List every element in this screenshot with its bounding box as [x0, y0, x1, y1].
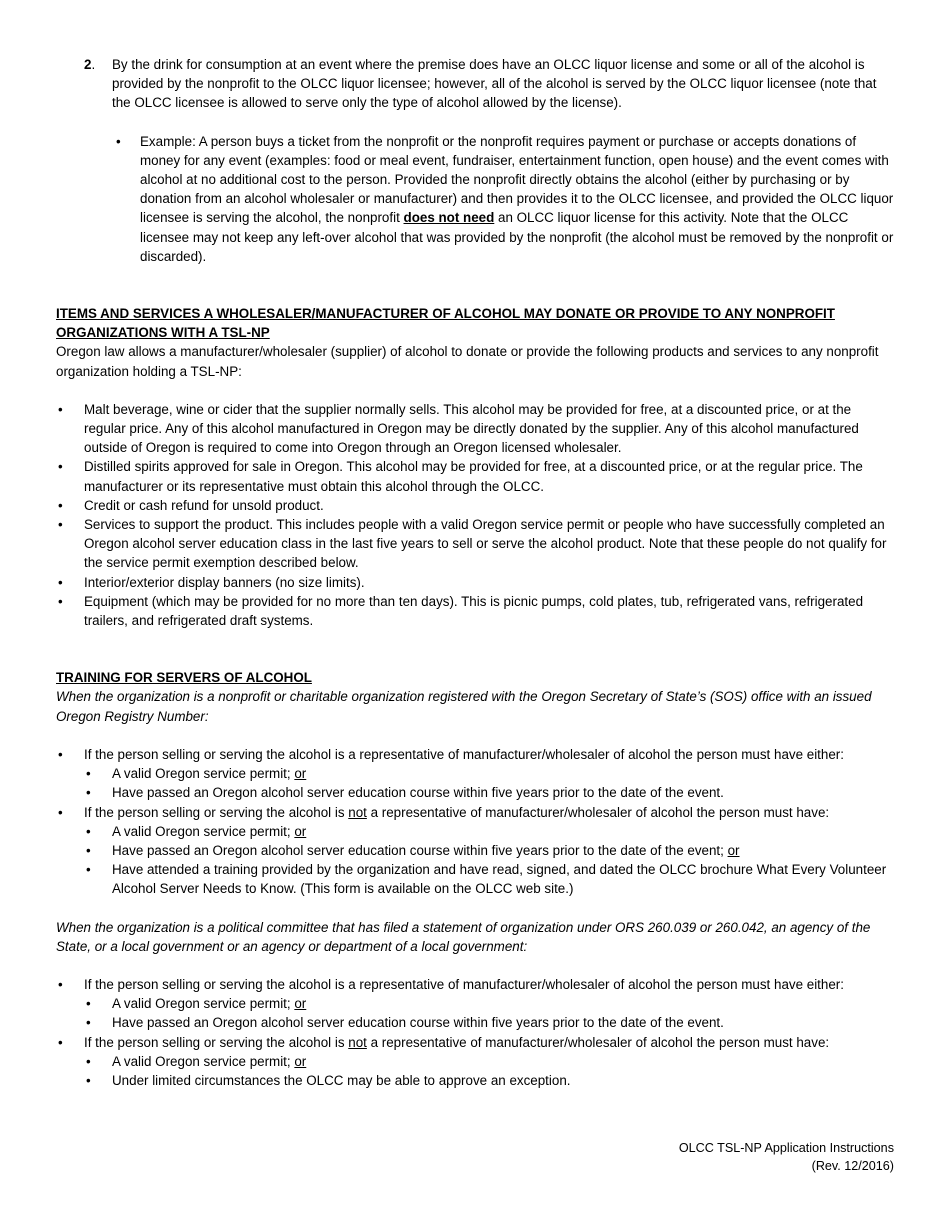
bullet-icon: •	[58, 746, 63, 762]
bullet-icon: •	[86, 1072, 91, 1088]
example-text: Example: A person buys a ticket from the nonprofit or the nonprofit requires payment or purchase or accepts donations of money for any event (examples: food or meal event, fundraiser, entertainment function, open house) and the event comes with alcohol at no additional cost to the person. Provided the nonprofit directly obtains the alcohol (either by purchasing or by donation from an alcohol wholesaler or manufacturer) and then provides it to the OLCC licensee, and provided the OLCC liquor licensee is serving the alcohol, the nonprofit does not need an OLCC liquor license for this activity. Note that the OLCC licensee may not keep any left-over alcohol that was provided by the nonprofit (the alcohol must be removed by the nonprofit or discarded).	[140, 133, 894, 264]
bullet-icon: •	[58, 517, 63, 533]
bullet-icon: •	[86, 785, 91, 801]
section-intro-items: Oregon law allows a manufacturer/wholesaler (supplier) of alcohol to donate or provide the following products and services to any nonprofit organization holding a TSL-NP:	[56, 344, 879, 379]
training-case2-list	[56, 975, 896, 1090]
bullet-icon: •	[86, 842, 91, 858]
sub-list-item: • Have passed an Oregon alcohol server education course within five years prior to the date of the event.	[84, 1013, 896, 1032]
training-case2-intro: When the organization is a political committee that has filed a statement of organization under ORS 260.039 or 260.042, an agency of the State, or a local government or an agency or department of a local government:	[56, 919, 871, 954]
bullet-icon: •	[116, 133, 121, 149]
numbered-item-2	[56, 55, 896, 113]
sub-list-item: • A valid Oregon service permit; or	[84, 994, 896, 1013]
page-content	[56, 55, 896, 1090]
bullet-icon: •	[86, 766, 91, 782]
list-item: • Distilled spirits approved for sale in Oregon. This alcohol may be provided for free, at a discounted price, or at the regular price. The manufacturer or its representative must obtain this alcohol through the OLCC.	[58, 459, 863, 494]
list-item: • If the person selling or serving the alcohol is not a representative of manufacturer/wholesaler of alcohol the person must have: • A valid Oregon service permit; or • Have passed an Oregon alcohol server education course within five years prior to the date of the event; or • Have attended a training provided by the organization and have read, signed, and dated the OLCC brochure What Every Volunteer Alcohol Server Needs to Know. (This form is available on the OLCC web site.)	[56, 803, 896, 899]
sub-list-item: • Have passed an Oregon alcohol server education course within five years prior to the date of the event.	[84, 783, 896, 802]
sub-list	[84, 1052, 896, 1090]
list-item: • If the person selling or serving the alcohol is a representative of manufacturer/wholesaler of alcohol the person must have either: • A valid Oregon service permit; or • Have passed an Oregon alcohol server education course within five years prior to the date of the event.	[56, 975, 896, 1033]
section-heading-items: ITEMS AND SERVICES A WHOLESALER/MANUFACTURER OF ALCOHOL MAY DONATE OR PROVIDE TO ANY NONPROFIT ORGANIZATIONS WITH A TSL-NP	[56, 306, 835, 341]
bullet-icon: •	[58, 804, 63, 820]
section-heading-training: TRAINING FOR SERVERS OF ALCOHOL	[56, 670, 312, 686]
bullet-icon: •	[58, 1034, 63, 1050]
bullet-icon: •	[58, 401, 63, 417]
items-list	[56, 400, 896, 630]
bullet-icon: •	[58, 593, 63, 609]
bullet-icon: •	[86, 1053, 91, 1069]
emphasis-does-not-need: does not need	[403, 210, 495, 226]
list-item: • Services to support the product. This includes people with a valid Oregon service permit or people who have successfully completed an Oregon alcohol server education class in the last five years to sell or serve the alcohol product. Note that these people do not qualify for the service permit exemption described below.	[58, 517, 887, 571]
sub-list-item: • Under limited circumstances the OLCC may be able to approve an exception.	[84, 1071, 896, 1090]
bullet-icon: •	[86, 1015, 91, 1031]
sub-list-item: • A valid Oregon service permit; or	[84, 764, 896, 783]
bullet-icon: •	[86, 862, 91, 878]
item-text: By the drink for consumption at an event where the premise does have an OLCC liquor license and some or all of the alcohol is provided by the nonprofit to the OLCC liquor licensee; however, all of the alcohol is served by the OLCC liquor licensee (note that the OLCC licensee is allowed to serve only the type of alcohol allowed by the license).	[112, 57, 877, 111]
sub-list-item: • A valid Oregon service permit; or	[84, 1052, 896, 1071]
list-item: • If the person selling or serving the alcohol is a representative of manufacturer/wholesaler of alcohol the person must have either: • A valid Oregon service permit; or • Have passed an Oregon alcohol server education course within five years prior to the date of the event.	[56, 745, 896, 803]
sub-list	[84, 994, 896, 1032]
page-footer	[679, 1139, 894, 1175]
footer-revision: (Rev. 12/2016)	[811, 1159, 894, 1173]
list-item: • Malt beverage, wine or cider that the supplier normally sells. This alcohol may be provided for free, at a discounted price, or at the regular price. Any of this alcohol manufactured in Oregon may be directly donated by the supplier. Any of this alcohol manufactured outside of Oregon is required to come into Oregon through an Oregon licensed wholesaler.	[58, 401, 859, 456]
training-case1-intro: When the organization is a nonprofit or charitable organization registered with the Oregon Secretary of State’s (SOS) office with an issued Oregon Registry Number:	[56, 689, 872, 724]
bullet-icon: •	[86, 996, 91, 1012]
bullet-icon: •	[58, 497, 63, 513]
example-bullet	[56, 132, 896, 266]
sub-list-item: • Have attended a training provided by the organization and have read, signed, and dated the OLCC brochure What Every Volunteer Alcohol Server Needs to Know. (This form is available on the OLCC web site.)	[86, 862, 887, 897]
list-item: • Credit or cash refund for unsold product.	[56, 496, 896, 515]
bullet-icon: •	[86, 823, 91, 839]
footer-title: OLCC TSL-NP Application Instructions	[678, 1141, 894, 1155]
bullet-icon: •	[58, 574, 63, 590]
list-item: • If the person selling or serving the alcohol is not a representative of manufacturer/wholesaler of alcohol the person must have: • A valid Oregon service permit; or • Under limited circumstances the OLCC may be able to approve an exception.	[56, 1033, 896, 1091]
bullet-icon: •	[58, 459, 63, 475]
sub-list-item: • A valid Oregon service permit; or	[84, 822, 896, 841]
sub-list	[84, 764, 896, 802]
sub-list-item: • Have passed an Oregon alcohol server education course within five years prior to the date of the event; or	[84, 841, 896, 860]
sub-list	[84, 822, 896, 899]
list-item: • Equipment (which may be provided for no more than ten days). This is picnic pumps, cold plates, tub, refrigerated vans, refrigerated trailers, and refrigerated draft systems.	[58, 593, 864, 629]
list-item: • Interior/exterior display banners (no size limits).	[56, 573, 896, 592]
training-case1-list	[56, 745, 896, 899]
bullet-icon: •	[58, 976, 63, 992]
item-number: 2.	[84, 57, 96, 72]
